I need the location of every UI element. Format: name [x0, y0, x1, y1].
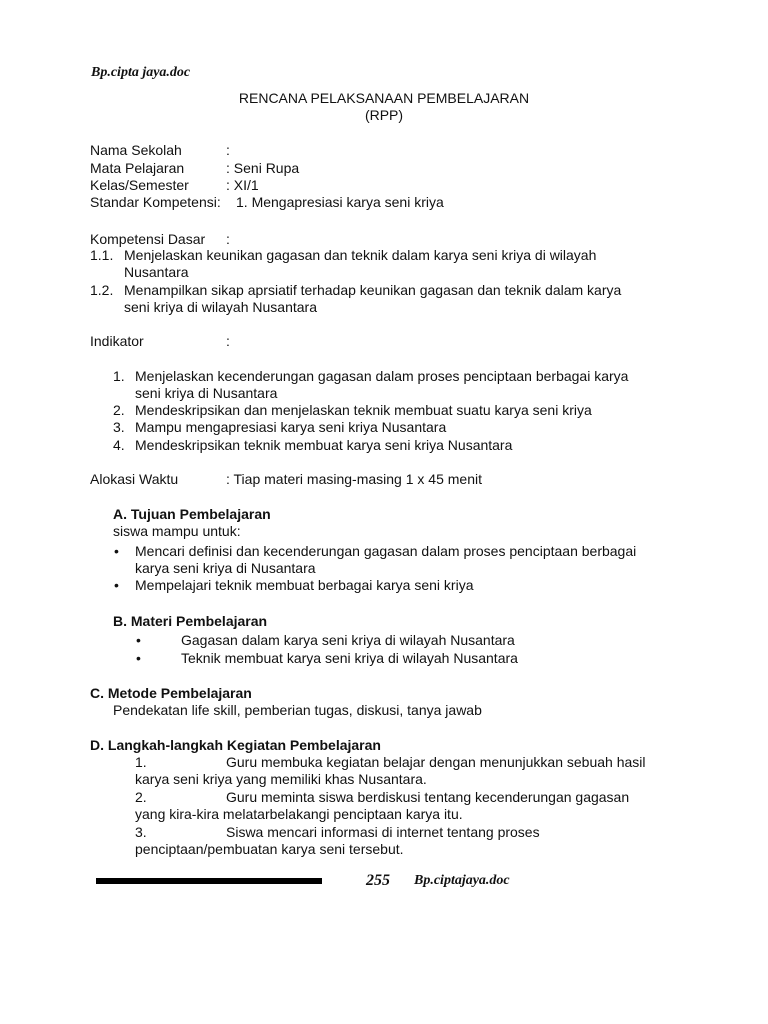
- indikator-num: 1.: [113, 368, 125, 384]
- step-num: 3.: [135, 824, 147, 840]
- kd-item-text: Menampilkan sikap aprsiatif terhadap keunikan gagasan dan teknik dalam karya: [124, 282, 622, 298]
- step-text: Guru meminta siswa berdiskusi tentang kecenderungan gagasan: [226, 789, 630, 805]
- indikator-text: Mampu mengapresiasi karya seni kriya Nusantara: [135, 419, 447, 435]
- class-value: : XI/1: [226, 177, 259, 193]
- page-number: 255: [366, 872, 390, 889]
- alokasi-label: Alokasi Waktu: [90, 471, 179, 487]
- subject-value: : Seni Rupa: [226, 160, 300, 176]
- section-c-text: Pendekatan life skill, pemberian tugas, diskusi, tanya jawab: [113, 702, 482, 718]
- school-label: Nama Sekolah: [90, 142, 182, 158]
- step-text: Siswa mencari informasi di internet tentang proses: [226, 824, 540, 840]
- bullet-icon: •: [136, 632, 141, 648]
- indikator-num: 2.: [113, 402, 125, 418]
- step-num: 1.: [135, 754, 147, 770]
- header-file-label: Bp.cipta jaya.doc: [91, 65, 191, 80]
- sk-label: Standar Kompetensi:: [90, 194, 221, 210]
- section-a-bullet-text: Mempelajari teknik membuat berbagai karya seni kriya: [135, 577, 474, 593]
- sk-value: 1. Mengapresiasi karya seni kriya: [236, 194, 444, 210]
- document-title: RENCANA PELAKSANAAN PEMBELAJARAN: [238, 90, 530, 106]
- indikator-colon: :: [226, 333, 230, 349]
- document-subtitle: (RPP): [364, 107, 404, 123]
- step-text: karya seni kriya yang memiliki khas Nusantara.: [135, 771, 427, 787]
- step-text: yang kira-kira melatarbelakangi penciptaan karya itu.: [135, 806, 463, 822]
- step-num: 2.: [135, 789, 147, 805]
- bullet-icon: •: [114, 577, 119, 593]
- indikator-text: seni kriya di Nusantara: [135, 385, 278, 401]
- section-c-heading: C. Metode Pembelajaran: [90, 685, 252, 701]
- step-text: Guru membuka kegiatan belajar dengan menunjukkan sebuah hasil: [226, 754, 646, 770]
- kd-colon: :: [226, 231, 230, 247]
- section-b-bullet-text: Teknik membuat karya seni kriya di wilayah Nusantara: [181, 650, 518, 666]
- kd-item-text: Menjelaskan keunikan gagasan dan teknik dalam karya seni kriya di wilayah: [124, 247, 597, 263]
- bullet-icon: •: [114, 543, 119, 559]
- indikator-text: Mendeskripsikan dan menjelaskan teknik membuat suatu karya seni kriya: [135, 402, 592, 418]
- class-label: Kelas/Semester: [90, 177, 189, 193]
- indikator-num: 4.: [113, 437, 125, 453]
- section-a-heading: A. Tujuan Pembelajaran: [113, 506, 271, 522]
- section-b-heading: B. Materi Pembelajaran: [113, 613, 268, 629]
- indikator-num: 3.: [113, 419, 125, 435]
- kd-item-num: 1.1.: [90, 247, 114, 263]
- alokasi-value: : Tiap materi masing-masing 1 x 45 menit: [226, 471, 482, 487]
- section-a-bullet-text: karya seni kriya di Nusantara: [135, 560, 316, 576]
- footer-file-label: Bp.ciptajaya.doc: [414, 873, 510, 888]
- section-b-bullet-text: Gagasan dalam karya seni kriya di wilayah Nusantara: [181, 632, 515, 648]
- section-a-bullet-text: Mencari definisi dan kecenderungan gagasan dalam proses penciptaan berbagai: [135, 543, 637, 559]
- section-d-heading: D. Langkah-langkah Kegiatan Pembelajaran: [90, 737, 381, 753]
- footer-rule: [96, 878, 322, 884]
- indikator-text: Menjelaskan kecenderungan gagasan dalam proses penciptaan berbagai karya: [135, 368, 629, 384]
- bullet-icon: •: [136, 650, 141, 666]
- indikator-label: Indikator: [90, 333, 144, 349]
- section-a-intro: siswa mampu untuk:: [113, 523, 241, 539]
- kd-label: Kompetensi Dasar: [90, 231, 206, 247]
- kd-item-num: 1.2.: [90, 282, 114, 298]
- kd-item-text: seni kriya di wilayah Nusantara: [124, 299, 317, 315]
- step-text: penciptaan/pembuatan karya seni tersebut.: [135, 841, 404, 857]
- indikator-text: Mendeskripsikan teknik membuat karya seni kriya Nusantara: [135, 437, 513, 453]
- subject-label: Mata Pelajaran: [90, 160, 185, 176]
- school-colon: :: [226, 142, 230, 158]
- kd-item-text: Nusantara: [124, 264, 189, 280]
